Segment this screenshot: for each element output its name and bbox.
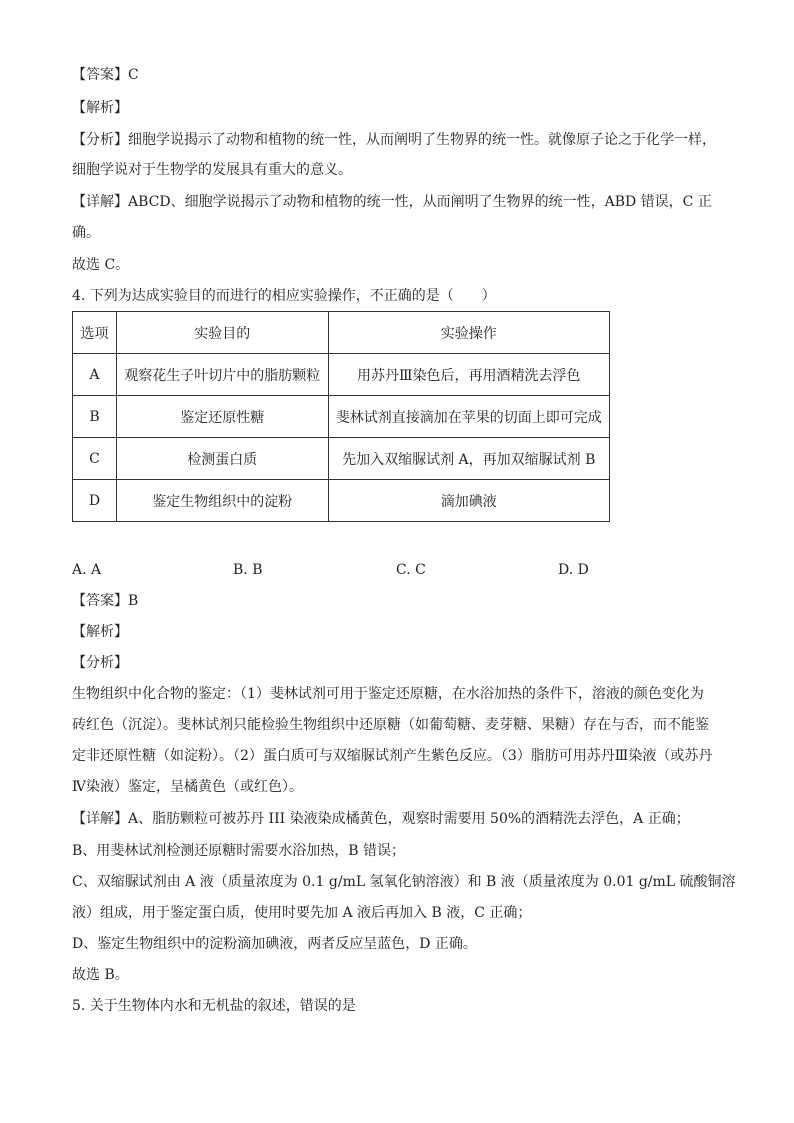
- question-5-stem: 5. 关于生物体内水和无机盐的叙述，错误的是: [72, 998, 356, 1014]
- detail-text-q3-line1: 【详解】ABCD、细胞学说揭示了动物和植物的统一性，从而阐明了生物界的统一性，ABD 错误，C 正: [72, 194, 712, 210]
- table-cell: 滴加碘液: [328, 480, 609, 522]
- detail-text-q4-line3: C、双缩脲试剂由 A 液（质量浓度为 0.1 g/mL 氢氧化钠溶液）和 B 液（质量浓度为 0.01 g/mL 硫酸铜溶: [72, 874, 736, 890]
- analysis-text-q4-line1: 生物组织中化合物的鉴定：（1）斐林试剂可用于鉴定还原糖，在水浴加热的条件下，溶液的颜色变化为: [72, 686, 704, 702]
- option-b: B. B: [233, 562, 263, 578]
- question-4-stem: 4. 下列为达成实验目的而进行的相应实验操作，不正确的是（ ）: [72, 288, 496, 304]
- option-d: D. D: [558, 562, 589, 578]
- analysis-text-q4-line2: 砖红色（沉淀）。斐林试剂只能检验生物组织中还原糖（如葡萄糖、麦芽糖、果糖）存在与否，而不能鉴: [72, 717, 709, 733]
- table-cell: 斐林试剂直接滴加在苹果的切面上即可完成: [328, 396, 609, 438]
- table-cell: 鉴定生物组织中的淀粉: [116, 480, 328, 522]
- detail-text-q4-line4: 液）组成，用于鉴定蛋白质，使用时要先加 A 液后再加入 B 液，C 正确；: [72, 905, 532, 921]
- answer-q4: 【答案】B: [72, 593, 139, 609]
- table-header-row: [73, 312, 610, 354]
- analysis-heading-q3: 【解析】: [72, 100, 128, 116]
- analysis-subheading-q4: 【分析】: [72, 655, 128, 671]
- analysis-text-q3-line2: 细胞学说对于生物学的发展具有重大的意义。: [72, 162, 352, 178]
- table-cell: B: [73, 396, 117, 438]
- detail-text-q3-line2: 确。: [72, 225, 100, 241]
- table-row: [73, 354, 610, 396]
- table-row: [73, 438, 610, 480]
- table-header-cell: 实验操作: [328, 312, 609, 354]
- table-cell: A: [73, 354, 117, 396]
- analysis-text-q4-line3: 定非还原性糖（如淀粉）。（2）蛋白质可与双缩脲试剂产生紫色反应。（3）脂肪可用苏丹Ⅲ染液（或苏丹: [72, 748, 713, 764]
- table-cell: 观察花生子叶切片中的脂肪颗粒: [116, 354, 328, 396]
- option-c: C. C: [396, 562, 426, 578]
- table-row: [73, 480, 610, 522]
- analysis-text-q3-line1: 【分析】细胞学说揭示了动物和植物的统一性，从而阐明了生物界的统一性。就像原子论之于化学一样，: [72, 132, 716, 148]
- answer-q3: 【答案】C: [72, 67, 139, 83]
- analysis-text-q4-line4: Ⅳ染液）鉴定，呈橘黄色（或红色）。: [72, 779, 303, 795]
- conclusion-q3: 故选 C。: [72, 257, 130, 273]
- detail-text-q4-line5: D、鉴定生物组织中的淀粉滴加碘液，两者反应呈蓝色，D 正确。: [72, 936, 477, 952]
- table-cell: 鉴定还原性糖: [116, 396, 328, 438]
- table-cell: C: [73, 438, 117, 480]
- detail-text-q4-line2: B、用斐林试剂检测还原糖时需要水浴加热，B 错误；: [72, 843, 406, 859]
- experiment-table: [72, 311, 610, 522]
- table-cell: 检测蛋白质: [116, 438, 328, 480]
- conclusion-q4: 故选 B。: [72, 967, 129, 983]
- detail-text-q4-line1: 【详解】A、脂肪颗粒可被苏丹 III 染液染成橘黄色，观察时需要用 50%的酒精洗去浮色，A 正确；: [72, 811, 690, 827]
- option-a: A. A: [72, 562, 102, 578]
- table-cell: 先加入双缩脲试剂 A，再加双缩脲试剂 B: [328, 438, 609, 480]
- table-row: [73, 396, 610, 438]
- table-cell: 用苏丹Ⅲ染色后，再用酒精洗去浮色: [328, 354, 609, 396]
- table-cell: D: [73, 480, 117, 522]
- analysis-heading-q4: 【解析】: [72, 624, 128, 640]
- table-header-cell: 实验目的: [116, 312, 328, 354]
- table-header-cell: 选项: [73, 312, 117, 354]
